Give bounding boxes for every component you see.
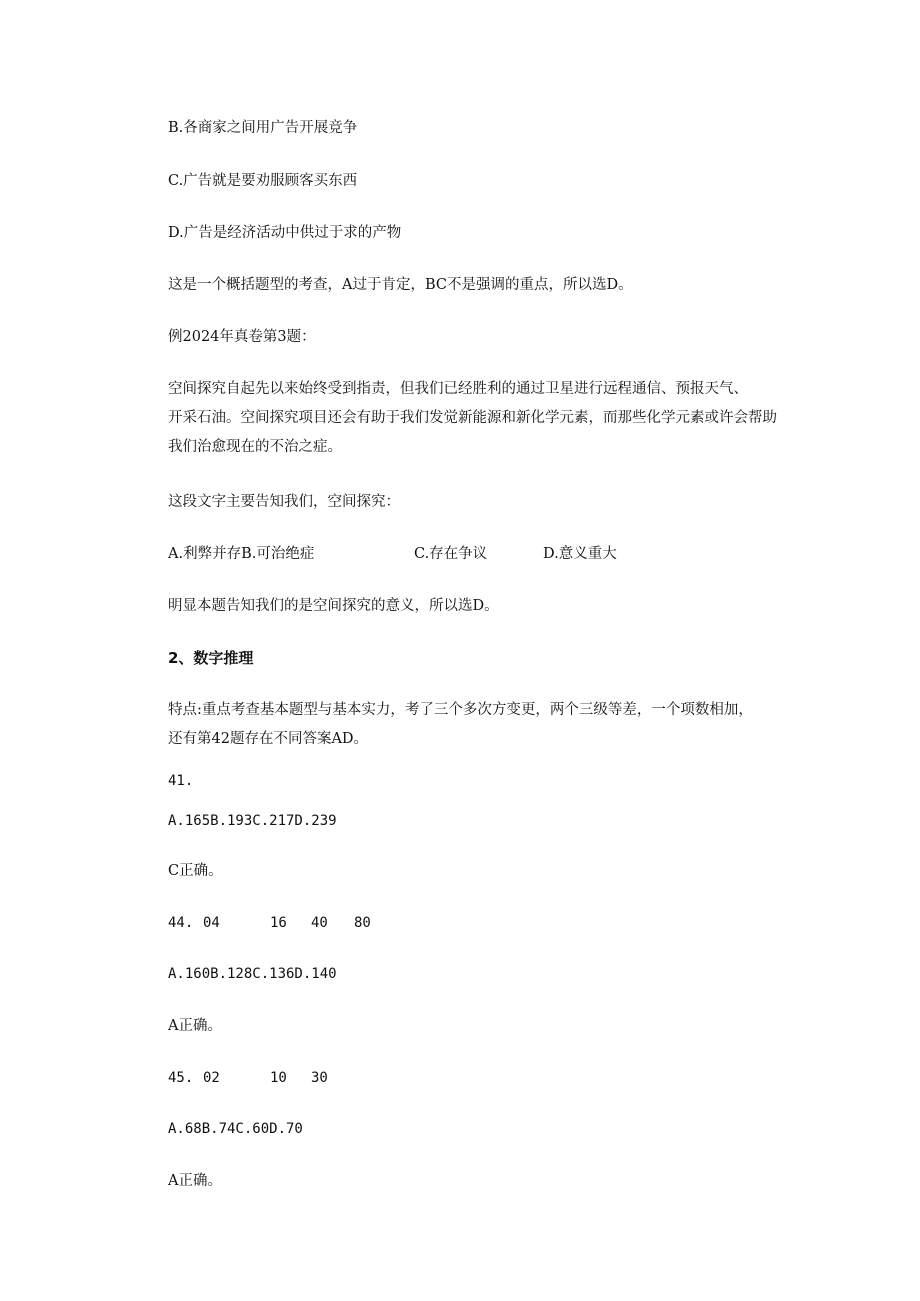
features-line-2: 还有第42题存在不同答案AD。 bbox=[168, 731, 369, 747]
example-heading: 例2024年真卷第3题： bbox=[168, 329, 316, 345]
choice-d: D.意义重大 bbox=[543, 546, 617, 562]
section-heading: 2、数字推理 bbox=[168, 649, 254, 667]
features-line-1: 特点:重点考查基本题型与基本实力，考了三个多次方变更，两个三级等差，一个项数相加， bbox=[168, 702, 753, 718]
analysis-paragraph-1: 这是一个概括题型的考查，A过于肯定，BC不是强调的重点，所以选D。 bbox=[168, 277, 633, 293]
question-45-number-2: 10 bbox=[270, 1070, 287, 1086]
question-45-answer: A正确。 bbox=[168, 1173, 222, 1189]
question-41-options: A.165B.193C.217D.239 bbox=[168, 813, 337, 829]
choice-a-b: A.利弊并存B.可治绝症 bbox=[168, 546, 315, 562]
question-45-number-3: 30 bbox=[311, 1070, 328, 1086]
question-44-number-1: 04 bbox=[203, 915, 220, 931]
question-45-options: A.68B.74C.60D.70 bbox=[168, 1121, 303, 1137]
question-41-label: 41. bbox=[168, 773, 194, 789]
passage-line-1: 空间探究自起先以来始终受到指责，但我们已经胜利的通过卫星进行远程通信、预报天气、 bbox=[168, 381, 748, 397]
question-45-number-1: 02 bbox=[203, 1070, 220, 1086]
passage-line-2: 开采石油。空间探究项目还会有助于我们发觉新能源和新化学元素，而那些化学元素或许会帮助 bbox=[168, 410, 777, 426]
choice-c: C.存在争议 bbox=[414, 546, 488, 562]
question-44-options: A.160B.128C.136D.140 bbox=[168, 966, 337, 982]
question-text: 这段文字主要告知我们，空间探究： bbox=[168, 494, 400, 510]
option-b-line: B.各商家之间用广告开展竞争 bbox=[168, 120, 358, 136]
option-c-line: C.广告就是要劝服顾客买东西 bbox=[168, 173, 358, 189]
question-44-answer: A正确。 bbox=[168, 1018, 222, 1034]
passage-line-3: 我们治愈现在的不治之症。 bbox=[168, 439, 342, 455]
question-44-number-3: 40 bbox=[311, 915, 328, 931]
analysis-paragraph-2: 明显本题告知我们的是空间探究的意义，所以选D。 bbox=[168, 598, 499, 614]
question-44-number-2: 16 bbox=[270, 915, 287, 931]
question-45-label: 45. bbox=[168, 1070, 194, 1086]
question-44-label: 44. bbox=[168, 915, 194, 931]
option-d-line: D.广告是经济活动中供过于求的产物 bbox=[168, 225, 402, 241]
question-41-answer: C正确。 bbox=[168, 863, 223, 879]
question-44-number-4: 80 bbox=[354, 915, 371, 931]
